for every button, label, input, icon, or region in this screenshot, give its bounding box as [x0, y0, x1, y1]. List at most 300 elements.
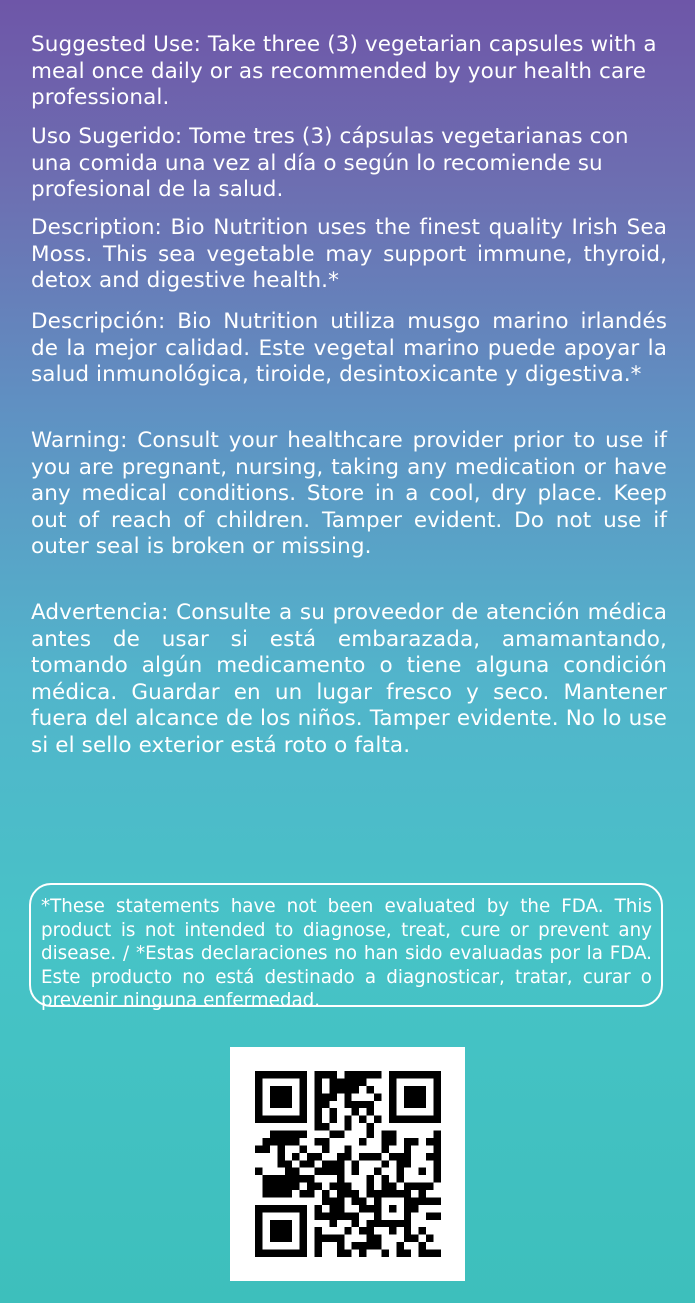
qr-code-module	[389, 1078, 396, 1085]
qr-code-module	[277, 1093, 284, 1100]
qr-code-module	[270, 1116, 277, 1123]
qr-code-module	[359, 1197, 366, 1204]
qr-code-module	[411, 1183, 418, 1190]
qr-code-module	[404, 1220, 411, 1227]
qr-code-module	[262, 1205, 269, 1212]
qr-code-module	[329, 1160, 336, 1167]
qr-code-module	[315, 1093, 322, 1100]
qr-code-module	[434, 1168, 441, 1175]
qr-code-module	[285, 1168, 292, 1175]
qr-code-module	[315, 1227, 322, 1234]
qr-code-module	[374, 1071, 381, 1078]
qr-code-module	[300, 1190, 307, 1197]
qr-code-module	[374, 1153, 381, 1160]
qr-code-module	[367, 1227, 374, 1234]
qr-code-module	[300, 1108, 307, 1115]
qr-code-module	[411, 1197, 418, 1204]
qr-code-module	[389, 1131, 396, 1138]
qr-code-module	[315, 1212, 322, 1219]
warning-text: Warning: Consult your healthcare provider prior to use if you are pregnant, nursing, taking any medication or have any medical conditions. Store in a cool, dry place. Keep out of reach of children. Tamper evident. Do not use if outer seal is broken or missing.	[31, 428, 667, 559]
advertencia-text: Advertencia: Consulte a su proveedor de atención médica antes de usar si está embarazada, amamantando, tomando algún medicamento o tiene alguna condición médica. Guardar en un lugar fresco y seco. Mantener fuera del alcance de los niños. Tamper evidente. No lo use si el sello exterior está roto o falta.	[31, 600, 667, 758]
qr-code-module	[434, 1138, 441, 1145]
qr-code-module	[419, 1116, 426, 1123]
qr-code-module	[277, 1227, 284, 1234]
qr-code-module	[404, 1101, 411, 1108]
qr-code-module	[389, 1153, 396, 1160]
qr-code-module	[374, 1190, 381, 1197]
qr-code-module	[285, 1227, 292, 1234]
qr-code-module	[411, 1235, 418, 1242]
qr-code-module	[277, 1131, 284, 1138]
qr-code-module	[277, 1071, 284, 1078]
qr-code-module	[374, 1212, 381, 1219]
qr-code-module	[255, 1093, 262, 1100]
qr-code-module	[322, 1160, 329, 1167]
qr-code-module	[262, 1116, 269, 1123]
qr-code-module	[367, 1101, 374, 1108]
qr-code-module	[322, 1190, 329, 1197]
qr-code-module	[255, 1250, 262, 1257]
qr-code-module	[426, 1116, 433, 1123]
qr-code-module	[352, 1190, 359, 1197]
qr-code-module	[270, 1071, 277, 1078]
qr-code-module	[315, 1086, 322, 1093]
qr-code-module	[329, 1168, 336, 1175]
qr-code-module	[329, 1212, 336, 1219]
qr-code-module	[300, 1242, 307, 1249]
qr-code-module	[292, 1131, 299, 1138]
qr-code-module	[277, 1116, 284, 1123]
qr-code-module	[277, 1101, 284, 1108]
qr-code-module	[367, 1123, 374, 1130]
qr-code-module	[367, 1108, 374, 1115]
qr-code-module	[329, 1235, 336, 1242]
qr-code-module	[352, 1101, 359, 1108]
qr-code-module	[270, 1101, 277, 1108]
qr-code-module	[344, 1145, 351, 1152]
qr-code-module	[396, 1153, 403, 1160]
qr-code-module	[315, 1168, 322, 1175]
qr-code-module	[404, 1138, 411, 1145]
qr-code-module	[419, 1197, 426, 1204]
qr-code-module	[419, 1071, 426, 1078]
qr-code-module	[434, 1078, 441, 1085]
qr-code-module	[322, 1071, 329, 1078]
qr-code-module	[277, 1190, 284, 1197]
qr-code-module	[322, 1212, 329, 1219]
qr-code-module	[329, 1108, 336, 1115]
qr-code-module	[434, 1071, 441, 1078]
qr-code-module	[300, 1101, 307, 1108]
qr-code-module	[300, 1220, 307, 1227]
qr-code-module	[352, 1197, 359, 1204]
qr-code-module	[381, 1145, 388, 1152]
qr-code-module	[329, 1116, 336, 1123]
qr-code-module	[344, 1153, 351, 1160]
qr-code-module	[381, 1250, 388, 1257]
qr-code-module	[255, 1101, 262, 1108]
qr-code-module	[396, 1175, 403, 1182]
qr-code-module	[396, 1168, 403, 1175]
qr-code-module	[285, 1131, 292, 1138]
qr-code-module	[411, 1071, 418, 1078]
qr-code-module	[359, 1153, 366, 1160]
qr-code-module	[434, 1108, 441, 1115]
qr-code-module	[367, 1131, 374, 1138]
qr-code-module	[352, 1108, 359, 1115]
qr-code-module	[389, 1086, 396, 1093]
qr-code-module	[404, 1190, 411, 1197]
qr-code-module	[404, 1160, 411, 1167]
qr-code-module	[322, 1145, 329, 1152]
qr-code-module	[352, 1078, 359, 1085]
qr-code-module	[352, 1220, 359, 1227]
qr-code-module	[419, 1093, 426, 1100]
qr-code-module	[300, 1145, 307, 1152]
qr-code-module	[277, 1160, 284, 1167]
qr-code-module	[359, 1227, 366, 1234]
qr-code-module	[411, 1086, 418, 1093]
qr-code-module	[292, 1250, 299, 1257]
qr-code-module	[404, 1205, 411, 1212]
qr-code-module	[367, 1205, 374, 1212]
qr-code-module	[285, 1138, 292, 1145]
qr-code-module	[300, 1131, 307, 1138]
qr-code-module	[434, 1153, 441, 1160]
qr-code-module	[419, 1086, 426, 1093]
qr-code-module	[285, 1160, 292, 1167]
qr-code-module	[255, 1071, 262, 1078]
qr-code-module	[270, 1220, 277, 1227]
qr-code-module	[367, 1220, 374, 1227]
qr-code-module	[255, 1220, 262, 1227]
qr-code-module	[419, 1227, 426, 1234]
qr-code-module	[277, 1086, 284, 1093]
qr-code-module	[315, 1123, 322, 1130]
qr-code-module	[381, 1175, 388, 1182]
qr-code-module	[262, 1145, 269, 1152]
qr-code-module	[270, 1183, 277, 1190]
qr-code-module	[315, 1242, 322, 1249]
qr-code-module	[367, 1071, 374, 1078]
qr-code-module	[419, 1168, 426, 1175]
qr-code-module	[270, 1086, 277, 1093]
qr-code-module	[315, 1205, 322, 1212]
qr-code-module	[411, 1138, 418, 1145]
qr-code-module	[337, 1205, 344, 1212]
qr-code-module	[404, 1116, 411, 1123]
qr-code-module	[411, 1101, 418, 1108]
qr-code-module	[315, 1183, 322, 1190]
qr-code-module	[426, 1212, 433, 1219]
qr-code-module	[285, 1220, 292, 1227]
qr-code-module	[352, 1242, 359, 1249]
qr-code-module	[337, 1197, 344, 1204]
description-text: Description: Bio Nutrition uses the finest quality Irish Sea Moss. This sea vegetable may support immune, thyroid, detox and digestive health.*	[31, 215, 667, 293]
qr-code-module	[337, 1131, 344, 1138]
qr-code-module	[270, 1205, 277, 1212]
qr-code-module	[255, 1235, 262, 1242]
qr-code-module	[359, 1078, 366, 1085]
qr-code-module	[396, 1242, 403, 1249]
qr-code-module	[277, 1183, 284, 1190]
qr-code-module	[419, 1190, 426, 1197]
qr-code-module	[396, 1160, 403, 1167]
qr-code-module	[381, 1131, 388, 1138]
qr-code-module	[322, 1138, 329, 1145]
qr-code-module	[359, 1116, 366, 1123]
qr-code-module	[329, 1086, 336, 1093]
qr-code-module	[381, 1190, 388, 1197]
qr-code-module	[270, 1190, 277, 1197]
qr-code-module	[389, 1227, 396, 1234]
qr-code-module	[404, 1086, 411, 1093]
qr-code-module	[277, 1220, 284, 1227]
qr-code-module	[285, 1101, 292, 1108]
qr-code-module	[329, 1131, 336, 1138]
qr-code-module	[374, 1220, 381, 1227]
qr-code-module	[344, 1093, 351, 1100]
qr-code-module	[270, 1235, 277, 1242]
uso-sugerido-text: Uso Sugerido: Tome tres (3) cápsulas vegetarianas con una comida una vez al día o según lo recomiende su profesional de la salud.	[31, 124, 629, 202]
qr-code-module	[426, 1071, 433, 1078]
qr-code-module	[277, 1250, 284, 1257]
qr-code-module	[322, 1101, 329, 1108]
qr-code-module	[337, 1242, 344, 1249]
qr-code-module	[411, 1205, 418, 1212]
qr-code-module	[352, 1086, 359, 1093]
qr-code-module	[322, 1235, 329, 1242]
qr-code-module	[389, 1220, 396, 1227]
qr-code-module	[396, 1220, 403, 1227]
qr-code-module	[285, 1250, 292, 1257]
qr-code-module	[426, 1183, 433, 1190]
suggested-use-text: Suggested Use: Take three (3) vegetarian capsules with a meal once daily or as recommended by your health care professional.	[31, 32, 657, 110]
qr-code-module	[374, 1168, 381, 1175]
qr-code-module	[255, 1078, 262, 1085]
qr-code-module	[277, 1138, 284, 1145]
qr-code-module	[404, 1145, 411, 1152]
qr-code-module	[434, 1250, 441, 1257]
qr-code-module	[411, 1093, 418, 1100]
qr-code-module	[367, 1175, 374, 1182]
qr-code-module	[277, 1153, 284, 1160]
qr-code-module	[329, 1205, 336, 1212]
qr-code-module	[300, 1250, 307, 1257]
qr-code-module	[344, 1086, 351, 1093]
qr-code-module	[329, 1078, 336, 1085]
qr-code-module	[300, 1205, 307, 1212]
qr-code-module	[315, 1071, 322, 1078]
qr-code-module	[292, 1153, 299, 1160]
qr-code-module	[337, 1235, 344, 1242]
qr-code-module	[389, 1138, 396, 1145]
qr-code-module	[419, 1183, 426, 1190]
qr-code-module	[434, 1116, 441, 1123]
qr-code-module	[404, 1197, 411, 1204]
qr-code-module	[419, 1250, 426, 1257]
qr-code-module	[255, 1145, 262, 1152]
qr-code-module	[404, 1071, 411, 1078]
qr-code-module	[419, 1101, 426, 1108]
qr-code-module	[322, 1168, 329, 1175]
qr-code-module	[337, 1153, 344, 1160]
fda-disclaimer-box	[29, 883, 663, 1012]
qr-code-module	[344, 1123, 351, 1130]
qr-code-module	[255, 1212, 262, 1219]
qr-code-module	[285, 1093, 292, 1100]
qr-code-module	[374, 1116, 381, 1123]
qr-code-module	[434, 1175, 441, 1182]
qr-code-module	[322, 1197, 329, 1204]
qr-code-module	[359, 1101, 366, 1108]
qr-code-module	[307, 1190, 314, 1197]
qr-code-module	[434, 1086, 441, 1093]
qr-code-module	[374, 1093, 381, 1100]
qr-code-module	[285, 1190, 292, 1197]
qr-code-module	[337, 1078, 344, 1085]
qr-code-module	[389, 1108, 396, 1115]
qr-code-module	[315, 1235, 322, 1242]
qr-code-module	[262, 1138, 269, 1145]
qr-code-module	[329, 1197, 336, 1204]
qr-code-module	[374, 1242, 381, 1249]
qr-code-module	[270, 1138, 277, 1145]
qr-code-module	[426, 1235, 433, 1242]
qr-code-module	[396, 1071, 403, 1078]
qr-code-module	[389, 1071, 396, 1078]
qr-code-module	[329, 1071, 336, 1078]
qr-code-module	[315, 1101, 322, 1108]
qr-code-module	[389, 1093, 396, 1100]
qr-code-module	[426, 1138, 433, 1145]
qr-code-module	[359, 1138, 366, 1145]
qr-code-module	[255, 1227, 262, 1234]
qr-code-module	[307, 1160, 314, 1167]
qr-code-module	[404, 1212, 411, 1219]
qr-code-module	[315, 1153, 322, 1160]
qr-code-module	[352, 1212, 359, 1219]
qr-code-module	[359, 1242, 366, 1249]
qr-code-module	[344, 1071, 351, 1078]
qr-code-module	[307, 1153, 314, 1160]
qr-code-module	[292, 1116, 299, 1123]
qr-code-module	[270, 1093, 277, 1100]
qr-code-module	[344, 1078, 351, 1085]
qr-code-module	[381, 1183, 388, 1190]
qr-code-module	[292, 1138, 299, 1145]
qr-code-module	[434, 1145, 441, 1152]
qr-code-module	[300, 1071, 307, 1078]
qr-code-module	[329, 1220, 336, 1227]
qr-code-module	[404, 1227, 411, 1234]
qr-code-module	[344, 1190, 351, 1197]
qr-code-module	[337, 1212, 344, 1219]
qr-code-module	[277, 1205, 284, 1212]
qr-code-module	[292, 1175, 299, 1182]
qr-code-module	[255, 1116, 262, 1123]
qr-code-module	[434, 1131, 441, 1138]
qr-code-module	[352, 1160, 359, 1167]
qr-code-module	[307, 1175, 314, 1182]
qr-code-module	[419, 1242, 426, 1249]
qr-code-module	[322, 1123, 329, 1130]
qr-code-module	[404, 1093, 411, 1100]
qr-code-module	[389, 1190, 396, 1197]
qr-code-module	[262, 1190, 269, 1197]
qr-code-module	[344, 1212, 351, 1219]
qr-code-module	[344, 1250, 351, 1257]
qr-code-panel	[230, 1047, 465, 1281]
qr-code-module	[426, 1153, 433, 1160]
qr-code-module	[329, 1183, 336, 1190]
qr-code-module	[255, 1086, 262, 1093]
qr-code-module	[300, 1212, 307, 1219]
qr-code-module	[367, 1190, 374, 1197]
qr-code-module	[300, 1235, 307, 1242]
qr-code-module	[434, 1212, 441, 1219]
qr-code-module	[322, 1093, 329, 1100]
qr-code-module	[329, 1093, 336, 1100]
qr-code-module	[300, 1093, 307, 1100]
fda-disclaimer-text: *These statements have not been evaluated by the FDA. This product is not intended to diagnose, treat, cure or prevent any disease. / *Estas declaraciones no han sido evaluadas por la FDA. Este producto no está destinado a diagnosticar, tratar, curar o prevenir ninguna enfermedad.	[41, 896, 652, 1012]
qr-code-module	[359, 1250, 366, 1257]
qr-code-module	[255, 1242, 262, 1249]
qr-code-module	[300, 1227, 307, 1234]
qr-code-module	[404, 1153, 411, 1160]
qr-code-module	[396, 1190, 403, 1197]
qr-code-module	[270, 1131, 277, 1138]
qr-code-module	[270, 1227, 277, 1234]
qr-code-module	[434, 1197, 441, 1204]
qr-code-module	[344, 1183, 351, 1190]
qr-code-module	[381, 1138, 388, 1145]
qr-code-module	[396, 1116, 403, 1123]
qr-code-module	[270, 1175, 277, 1182]
qr-code-module	[404, 1250, 411, 1257]
qr-code-module	[262, 1183, 269, 1190]
qr-code-module	[344, 1101, 351, 1108]
qr-code-module	[255, 1108, 262, 1115]
qr-code-module	[404, 1183, 411, 1190]
qr-code-module	[285, 1071, 292, 1078]
qr-code-module	[337, 1168, 344, 1175]
qr-code-module	[337, 1250, 344, 1257]
qr-code-module	[434, 1101, 441, 1108]
descripcion-text: Descripción: Bio Nutrition utiliza musgo marino irlandés de la mejor calidad. Este vegetal marino puede apoyar la salud inmunológica, tiroide, desintoxicante y digestiva.*	[31, 309, 667, 387]
qr-code-module	[367, 1242, 374, 1249]
qr-code-module	[277, 1175, 284, 1182]
qr-code-module	[307, 1183, 314, 1190]
qr-code-module	[255, 1205, 262, 1212]
qr-code-module	[434, 1160, 441, 1167]
qr-code-module	[285, 1175, 292, 1182]
qr-code-module	[255, 1168, 262, 1175]
qr-code-module	[292, 1205, 299, 1212]
qr-code-module	[285, 1205, 292, 1212]
qr-code-module	[367, 1183, 374, 1190]
qr-code-module	[359, 1205, 366, 1212]
qr-code-module	[396, 1250, 403, 1257]
qr-code-icon	[255, 1071, 441, 1257]
qr-code-module	[315, 1116, 322, 1123]
qr-code-module	[381, 1160, 388, 1167]
qr-code-module	[337, 1190, 344, 1197]
qr-code-module	[262, 1175, 269, 1182]
qr-code-module	[285, 1235, 292, 1242]
qr-code-module	[300, 1160, 307, 1167]
qr-code-module	[411, 1116, 418, 1123]
